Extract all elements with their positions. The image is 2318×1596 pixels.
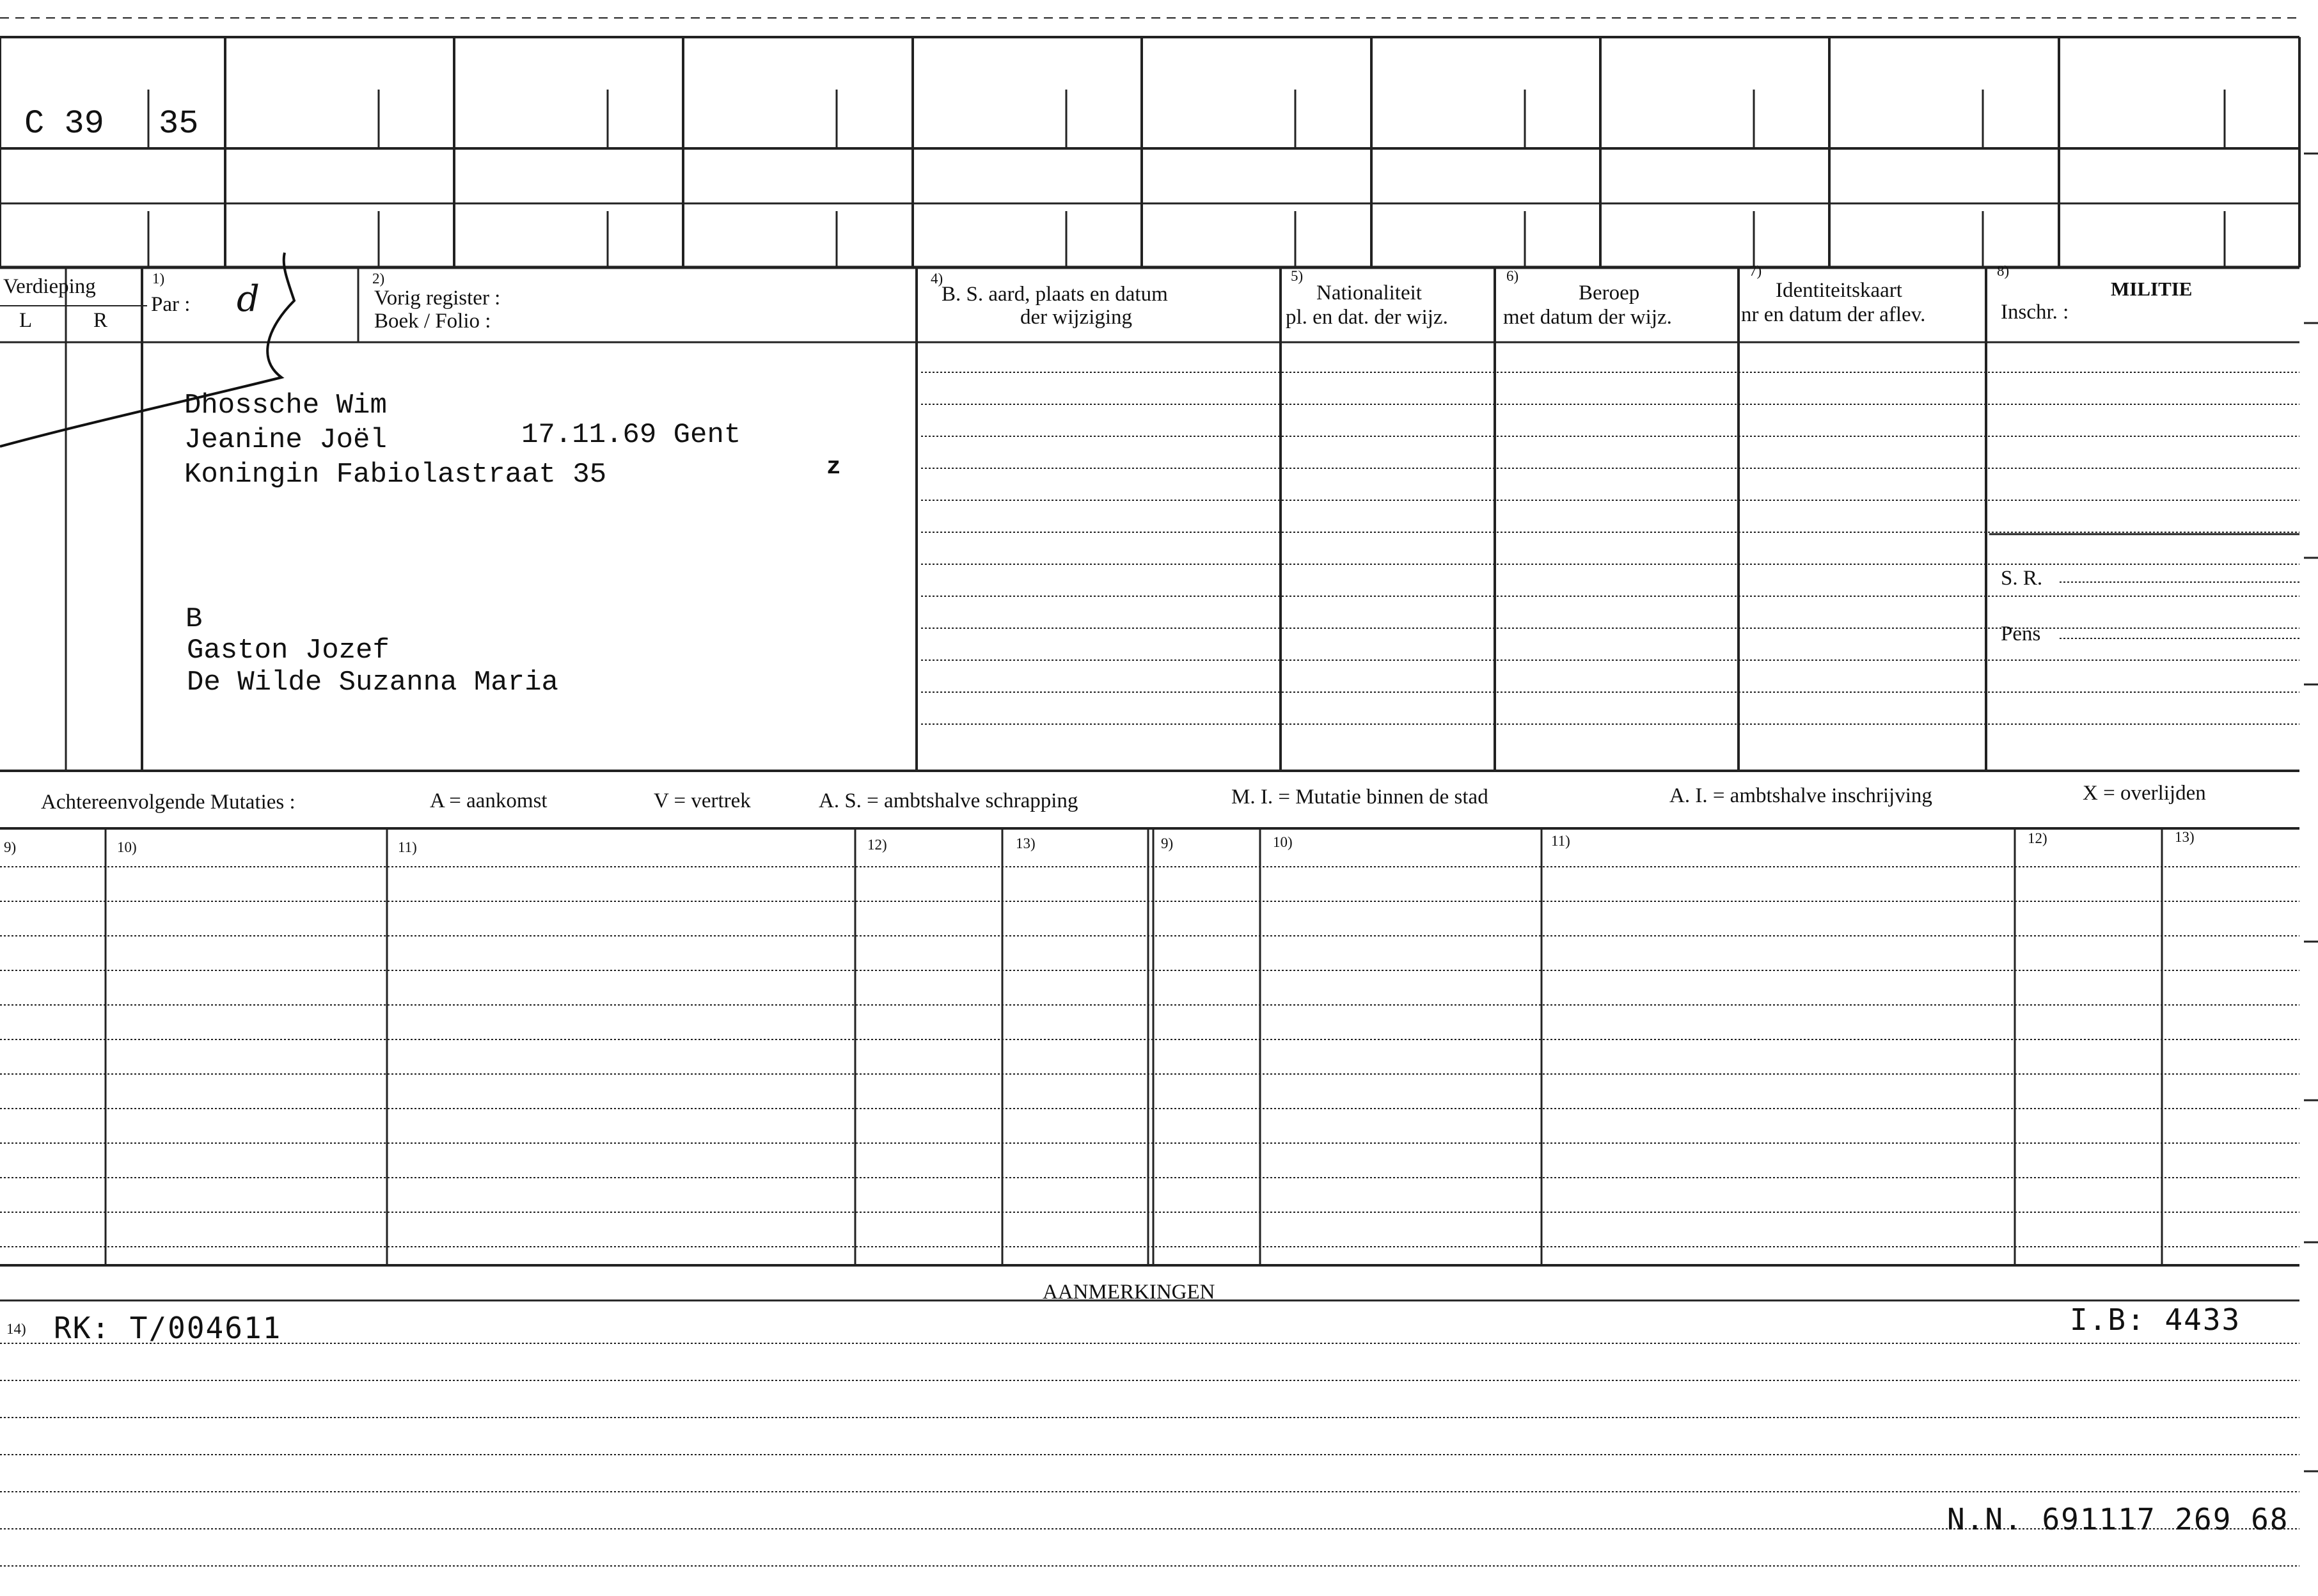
militie-title: MILITIE xyxy=(2111,278,2193,300)
remarks-ib: I.B: 4433 xyxy=(2070,1302,2241,1337)
entry-address: Koningin Fabiolastraat 35 xyxy=(184,459,607,491)
mut-col-num: 12) xyxy=(867,837,887,853)
beroep-label-2: met datum der wijz. xyxy=(1503,306,1672,329)
mut-col-num: 10) xyxy=(1273,834,1293,850)
nationaliteit-label-1: Nationaliteit xyxy=(1316,281,1422,304)
militie-inschr-label: Inschr. : xyxy=(2001,301,2069,324)
nationaliteit-num: 5) xyxy=(1291,268,1304,284)
bs-num: 4) xyxy=(931,271,943,287)
mut-col-num: 11) xyxy=(398,839,417,855)
bs-label-1: B. S. aard, plaats en datum xyxy=(942,283,1168,306)
par-num: 1) xyxy=(152,271,165,287)
identiteitskaart-label-2: nr en datum der aflev. xyxy=(1741,303,1926,326)
verdieping-left: L xyxy=(19,309,33,332)
militie-pens-label: Pens xyxy=(2001,622,2041,645)
mut-col-num: 10) xyxy=(117,839,137,855)
remarks-num: 14) xyxy=(6,1321,26,1337)
entry-parent-letter: B xyxy=(185,603,203,635)
beroep-num: 6) xyxy=(1506,268,1519,284)
entry-father: Gaston Jozef xyxy=(187,635,390,667)
nationaliteit-label-2: pl. en dat. der wijz. xyxy=(1286,306,1448,329)
card-code: C 39 xyxy=(24,105,104,143)
remarks-title: AANMERKINGEN xyxy=(1043,1281,1215,1304)
vorig-register-num: 2) xyxy=(372,271,385,287)
mutation-code-v: V = vertrek xyxy=(654,789,751,812)
par-value: d xyxy=(237,278,260,320)
par-label: Par : xyxy=(151,293,191,316)
mutation-code-mi: M. I. = Mutatie binnen de stad xyxy=(1231,786,1488,809)
identiteitskaart-num: 7) xyxy=(1749,263,1762,279)
boek-folio-label: Boek / Folio : xyxy=(374,310,491,333)
mutation-code-x: X = overlijden xyxy=(2083,782,2206,805)
remarks-rk: RK: T/004611 xyxy=(54,1311,282,1345)
entry-name-2: Jeanine Joël xyxy=(184,424,387,456)
entry-name-1: Dhossche Wim xyxy=(184,390,387,422)
verdieping-title: Verdieping xyxy=(3,275,96,298)
militie-num: 8) xyxy=(1997,263,2010,279)
beroep-label-1: Beroep xyxy=(1579,281,1640,304)
mut-col-num: 13) xyxy=(1016,835,1036,851)
mut-col-num: 13) xyxy=(2175,829,2195,845)
mut-col-num: 9) xyxy=(4,839,17,855)
remarks-nn: N.N. 691117 269 68 xyxy=(1947,1502,2289,1537)
mutation-code-ai: A. I. = ambtshalve inschrijving xyxy=(1669,784,1932,807)
mutations-label: Achtereenvolgende Mutaties : xyxy=(41,791,296,814)
bs-label-2: der wijziging xyxy=(1020,306,1133,329)
mut-col-num: 11) xyxy=(1551,833,1570,849)
verdieping-right: R xyxy=(93,309,108,332)
mutation-code-as: A. S. = ambtshalve schrapping xyxy=(819,789,1078,812)
entry-mark: z xyxy=(826,454,841,481)
identiteitskaart-label-1: Identiteitskaart xyxy=(1776,279,1902,302)
mutation-code-a: A = aankomst xyxy=(430,789,548,812)
militie-sr-label: S. R. xyxy=(2001,567,2043,590)
vorig-register-label: Vorig register : xyxy=(374,287,501,310)
card-number: 35 xyxy=(159,105,199,143)
entry-mother: De Wilde Suzanna Maria xyxy=(187,667,558,699)
mut-col-num: 9) xyxy=(1161,835,1174,851)
entry-birth: 17.11.69 Gent xyxy=(521,419,741,451)
mut-col-num: 12) xyxy=(2028,830,2047,846)
